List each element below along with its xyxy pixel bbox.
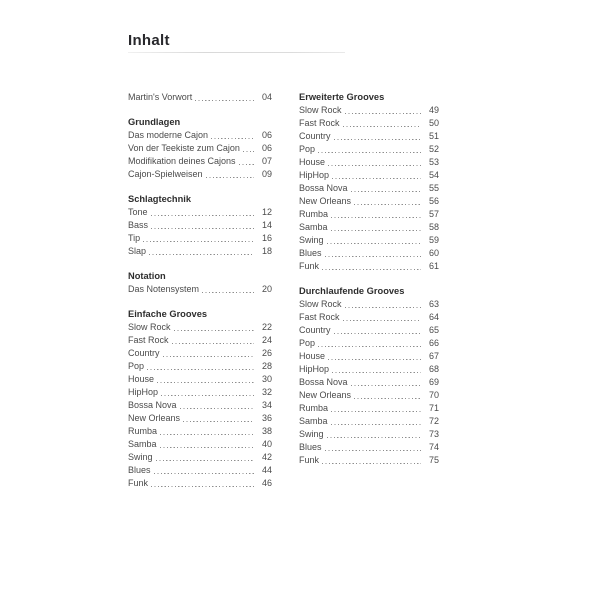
toc-entry	[128, 232, 272, 245]
toc-entry-page-number: 63	[428, 299, 439, 309]
toc-section-header: Grundlagen	[128, 117, 181, 127]
toc-entry	[128, 438, 272, 451]
dotted-leader	[202, 283, 254, 296]
toc-entry-page-number: 07	[261, 156, 272, 166]
toc-entry-label: Slow Rock	[299, 299, 342, 309]
toc-entry-label: Pop	[299, 338, 316, 348]
toc-entry-page-number: 38	[261, 426, 272, 436]
toc-entry-page-number: 56	[428, 196, 439, 206]
toc-entry	[299, 221, 439, 234]
toc-entry-page-number: 61	[428, 261, 439, 271]
toc-entry-label: New Orleans	[299, 390, 352, 400]
toc-entry-label: House	[128, 374, 155, 384]
dotted-leader	[160, 438, 254, 451]
toc-entry	[299, 311, 439, 324]
toc-entry	[299, 363, 439, 376]
toc-entry-label: Rumba	[299, 209, 329, 219]
dotted-leader	[157, 373, 254, 386]
toc-entry	[299, 130, 439, 143]
toc-entry-label: Das moderne Cajon	[128, 130, 209, 140]
toc-entry	[299, 260, 439, 273]
toc-entry-page-number: 44	[261, 465, 272, 475]
dotted-leader	[195, 91, 254, 104]
toc-entry-label: Martin's Vorwort	[128, 92, 193, 102]
toc-entry	[128, 425, 272, 438]
dotted-leader	[354, 389, 421, 402]
toc-entry-page-number: 42	[261, 452, 272, 462]
toc-entry	[128, 129, 272, 142]
toc-entry-label: Das Notensystem	[128, 284, 200, 294]
toc-entry-label: Funk	[299, 261, 320, 271]
toc-entry-page-number: 75	[428, 455, 439, 465]
toc-entry-label: HipHop	[128, 387, 159, 397]
dotted-leader	[331, 415, 421, 428]
toc-entry-label: Pop	[299, 144, 316, 154]
dotted-leader	[327, 428, 421, 441]
toc-entry-label: Bossa Nova	[299, 183, 348, 193]
toc-entry-page-number: 65	[428, 325, 439, 335]
toc-entry-label: Country	[128, 348, 160, 358]
toc-entry-page-number: 74	[428, 442, 439, 452]
dotted-leader	[322, 454, 421, 467]
toc-entry-page-number: 36	[261, 413, 272, 423]
toc-entry	[299, 156, 439, 169]
toc-entry	[299, 208, 439, 221]
toc-entry-label: Samba	[299, 222, 328, 232]
dotted-leader	[183, 412, 254, 425]
toc-entry	[128, 245, 272, 258]
dotted-leader	[328, 350, 421, 363]
toc-entry-label: Country	[299, 131, 331, 141]
toc-entry-label: Rumba	[299, 403, 329, 413]
toc-entry-page-number: 24	[261, 335, 272, 345]
toc-entry-label: Bossa Nova	[128, 400, 177, 410]
toc-entry-label: Fast Rock	[299, 118, 340, 128]
dotted-leader	[331, 208, 421, 221]
toc-entry-page-number: 06	[261, 130, 272, 140]
toc-entry-page-number: 57	[428, 209, 439, 219]
toc-entry-page-number: 67	[428, 351, 439, 361]
toc-entry	[128, 168, 272, 181]
dotted-leader	[239, 155, 254, 168]
toc-entry-page-number: 40	[261, 439, 272, 449]
toc-entry-label: Samba	[299, 416, 328, 426]
toc-entry-page-number: 22	[261, 322, 272, 332]
dotted-leader	[147, 360, 254, 373]
toc-section-header: Durchlaufende Grooves	[299, 286, 405, 296]
toc-entry-page-number: 18	[261, 246, 272, 256]
toc-entry	[128, 219, 272, 232]
title-rule	[128, 52, 345, 53]
toc-entry-page-number: 60	[428, 248, 439, 258]
dotted-leader	[163, 347, 254, 360]
toc-entry	[299, 428, 439, 441]
toc-entry-label: Country	[299, 325, 331, 335]
dotted-leader	[334, 130, 421, 143]
toc-entry	[128, 142, 272, 155]
toc-entry-label: Swing	[128, 452, 153, 462]
toc-entry-label: Cajon-Spielweisen	[128, 169, 203, 179]
dotted-leader	[334, 324, 421, 337]
toc-section-header: Notation	[128, 271, 166, 281]
toc-entry-page-number: 20	[261, 284, 272, 294]
toc-section	[299, 91, 439, 273]
toc-entry	[299, 247, 439, 260]
dotted-leader	[345, 104, 421, 117]
toc-section	[128, 308, 272, 490]
toc-entry-page-number: 14	[261, 220, 272, 230]
toc-entry	[128, 451, 272, 464]
toc-entry-page-number: 71	[428, 403, 439, 413]
toc-section	[128, 91, 272, 104]
toc-entry-page-number: 72	[428, 416, 439, 426]
toc-entry-label: Blues	[128, 465, 151, 475]
toc-section	[299, 285, 439, 467]
dotted-leader	[149, 245, 254, 258]
dotted-leader	[211, 129, 254, 142]
dotted-leader	[206, 168, 254, 181]
toc-entry-page-number: 49	[428, 105, 439, 115]
toc-entry-label: Tip	[128, 233, 141, 243]
toc-entry	[299, 324, 439, 337]
toc-entry	[128, 283, 272, 296]
dotted-leader	[143, 232, 254, 245]
toc-entry	[299, 117, 439, 130]
toc-entry-label: Funk	[299, 455, 320, 465]
page-title: Inhalt	[128, 32, 170, 49]
toc-entry-page-number: 55	[428, 183, 439, 193]
toc-entry-label: House	[299, 351, 326, 361]
dotted-leader	[151, 219, 254, 232]
toc-entry	[128, 412, 272, 425]
toc-entry-page-number: 04	[261, 92, 272, 102]
toc-entry	[299, 169, 439, 182]
toc-entry-page-number: 26	[261, 348, 272, 358]
dotted-leader	[243, 142, 254, 155]
toc-entry-page-number: 30	[261, 374, 272, 384]
toc-entry-label: House	[299, 157, 326, 167]
toc-entry-page-number: 54	[428, 170, 439, 180]
toc-entry-page-number: 68	[428, 364, 439, 374]
toc-entry-page-number: 51	[428, 131, 439, 141]
toc-entry-label: Slap	[128, 246, 147, 256]
toc-entry-label: Pop	[128, 361, 145, 371]
dotted-leader	[332, 169, 421, 182]
toc-entry	[128, 399, 272, 412]
dotted-leader	[351, 376, 421, 389]
dotted-leader	[332, 363, 421, 376]
dotted-leader	[156, 451, 254, 464]
toc-entry	[128, 373, 272, 386]
toc-entry	[299, 182, 439, 195]
toc-entry	[299, 415, 439, 428]
toc-entry-page-number: 34	[261, 400, 272, 410]
toc-entry	[128, 155, 272, 168]
toc-entry-label: Slow Rock	[128, 322, 171, 332]
toc-entry-label: HipHop	[299, 170, 330, 180]
toc-entry-page-number: 59	[428, 235, 439, 245]
toc-column-left	[128, 91, 272, 490]
toc-entry-page-number: 28	[261, 361, 272, 371]
toc-entry-label: Swing	[299, 429, 324, 439]
dotted-leader	[345, 298, 421, 311]
toc-entry	[128, 347, 272, 360]
toc-entry	[128, 334, 272, 347]
toc-section-header: Einfache Grooves	[128, 309, 208, 319]
toc-entry	[128, 464, 272, 477]
toc-entry	[299, 376, 439, 389]
toc-entry	[299, 298, 439, 311]
toc-entry-label: New Orleans	[299, 196, 352, 206]
toc-entry	[299, 402, 439, 415]
dotted-leader	[172, 334, 254, 347]
dotted-leader	[174, 321, 254, 334]
dotted-leader	[318, 143, 421, 156]
toc-section-header: Schlagtechnik	[128, 194, 192, 204]
toc-entry	[299, 104, 439, 117]
toc-entry-label: Fast Rock	[128, 335, 169, 345]
toc-entry	[299, 350, 439, 363]
toc-section	[128, 116, 272, 181]
toc-entry	[128, 386, 272, 399]
toc-column-right	[299, 91, 439, 467]
toc-entry-label: Blues	[299, 248, 322, 258]
toc-entry-label: HipHop	[299, 364, 330, 374]
dotted-leader	[151, 206, 254, 219]
toc-entry-label: Samba	[128, 439, 157, 449]
toc-entry-label: Funk	[128, 478, 149, 488]
dotted-leader	[328, 156, 421, 169]
dotted-leader	[343, 117, 421, 130]
toc-entry-page-number: 52	[428, 144, 439, 154]
dotted-leader	[351, 182, 421, 195]
toc-entry-page-number: 09	[261, 169, 272, 179]
toc-entry-page-number: 64	[428, 312, 439, 322]
toc-entry-label: Bossa Nova	[299, 377, 348, 387]
toc-entry-page-number: 70	[428, 390, 439, 400]
dotted-leader	[343, 311, 421, 324]
toc-entry-label: Fast Rock	[299, 312, 340, 322]
dotted-leader	[331, 221, 421, 234]
toc-entry	[128, 360, 272, 373]
toc-entry-page-number: 16	[261, 233, 272, 243]
dotted-leader	[180, 399, 254, 412]
dotted-leader	[322, 260, 421, 273]
toc-entry-page-number: 73	[428, 429, 439, 439]
toc-entry	[128, 206, 272, 219]
toc-section	[128, 193, 272, 258]
toc-entry-page-number: 66	[428, 338, 439, 348]
toc-entry-page-number: 32	[261, 387, 272, 397]
toc-entry-page-number: 53	[428, 157, 439, 167]
toc-section	[128, 270, 272, 296]
toc-entry	[299, 454, 439, 467]
dotted-leader	[354, 195, 421, 208]
dotted-leader	[154, 464, 254, 477]
toc-entry-label: New Orleans	[128, 413, 181, 423]
toc-entry-label: Blues	[299, 442, 322, 452]
toc-entry-page-number: 06	[261, 143, 272, 153]
toc-entry-label: Von der Teekiste zum Cajon	[128, 143, 240, 153]
toc-entry-page-number: 50	[428, 118, 439, 128]
toc-entry-label: Slow Rock	[299, 105, 342, 115]
dotted-leader	[327, 234, 421, 247]
toc-entry-label: Bass	[128, 220, 149, 230]
dotted-leader	[331, 402, 421, 415]
dotted-leader	[325, 247, 421, 260]
toc-entry-label: Modifikation deines Cajons	[128, 156, 236, 166]
toc-entry	[299, 195, 439, 208]
toc-entry	[128, 477, 272, 490]
toc-entry-label: Rumba	[128, 426, 158, 436]
dotted-leader	[318, 337, 421, 350]
toc-entry-label: Tone	[128, 207, 148, 217]
toc-entry	[299, 337, 439, 350]
dotted-leader	[151, 477, 254, 490]
toc-entry-page-number: 46	[261, 478, 272, 488]
toc-entry-page-number: 69	[428, 377, 439, 387]
toc-entry-label: Swing	[299, 235, 324, 245]
toc-entry	[299, 234, 439, 247]
toc-entry	[128, 321, 272, 334]
toc-section-header: Erweiterte Grooves	[299, 92, 385, 102]
toc-entry-page-number: 58	[428, 222, 439, 232]
dotted-leader	[161, 386, 254, 399]
toc-entry	[299, 441, 439, 454]
dotted-leader	[325, 441, 421, 454]
dotted-leader	[160, 425, 254, 438]
toc-entry	[299, 143, 439, 156]
toc-entry-page-number: 12	[261, 207, 272, 217]
toc-entry	[128, 91, 272, 104]
toc-entry	[299, 389, 439, 402]
